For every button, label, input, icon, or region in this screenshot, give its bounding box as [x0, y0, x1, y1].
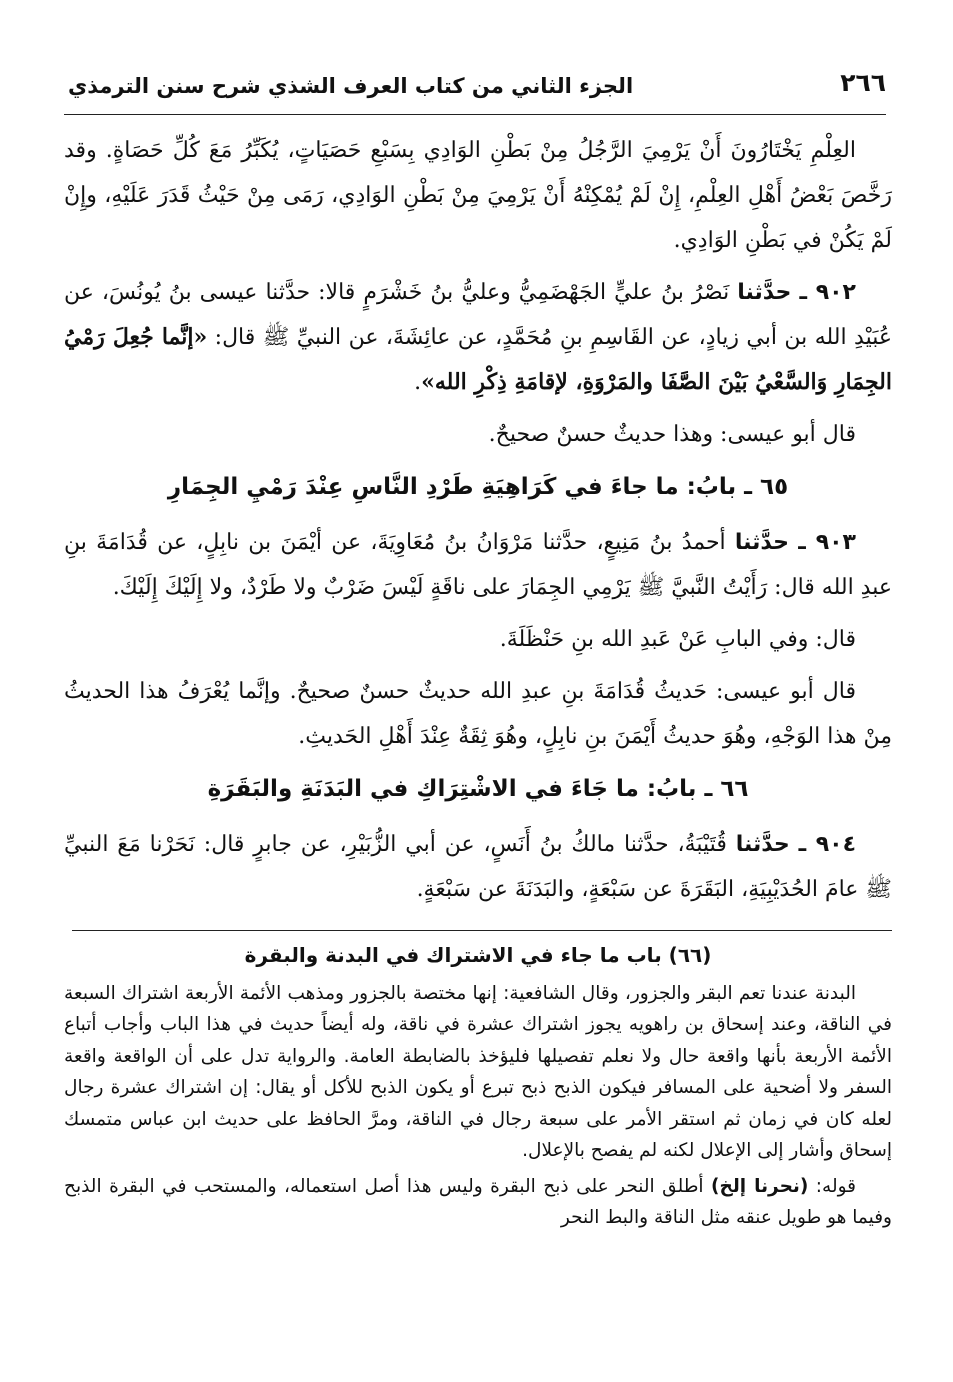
hadith-number: ٩٠٢ ـ — [799, 280, 856, 305]
chapter-heading-65: ٦٥ ـ بابُ: ما جاءَ في كَرَاهِيَةِ طَرْدِ النَّاسِ عِنْدَ رَمْيِ الجِمَارِ — [167, 474, 789, 500]
chapter-heading-66: ٦٦ ـ بابُ: ما جَاءَ في الاشْتِرَاكِ في البَدَنَةِ والبَقَرَةِ — [207, 776, 749, 802]
hadith-text: أحمدُ بنُ مَنِيعٍ، حدَّثنا مَرْوَانُ بنُ مُعَاوِيَةَ، عن أيْمَنَ بن نابِلٍ، عن قُدَامَةَ بنِ عبدِ الله قال: رَأَيْتُ النَّبيَّ ﷺ يَرْمِي الجِمَارَ على ناقَةٍ لَيْسَ ضَرْبٌ ولا طَرْدٌ، ولا إِلَيْكَ إِلَيْكَ. — [64, 530, 892, 600]
hadith-number: ٩٠٣ ـ — [798, 530, 856, 555]
hadith-903-comment: قال أبو عيسى: حَديثُ قُدَامَةَ بنِ عبدِ الله حديثٌ حسنٌ صحيحٌ. وإنَّما يُعْرَفُ هذا الحديثُ مِنْ هذا الوَجْهِ، وهُوَ حديثُ أَيْمَنَ بنِ نابِلٍ، وهُوَ ثِقَةٌ عِنْدَ أَهْلِ الحَديثِ. — [64, 679, 892, 749]
notes-prefix: قوله: — [808, 1175, 856, 1197]
page-number: ٢٦٦ — [840, 68, 886, 97]
hadith-lead: حدَّثنا — [734, 530, 789, 555]
hadith-text: قُتَيْبَةُ، حدَّثنا مالكُ بنُ أَنَسٍ، عن أبي الزُّبَيْرِ، عن جابرٍ قال: نَحَرْنا مَعَ النبيِّ ﷺ عامَ الحُدَيْبِيَةِ، البَقَرَةَ عن سَبْعَةٍ، والبَدَنَةَ عن سَبْعَةٍ. — [64, 832, 892, 902]
main-text — [64, 128, 892, 919]
notes-heading: (٦٦) باب ما جاء في الاشتراك في البدنة والبقرة — [244, 943, 712, 967]
hadith-904 — [64, 822, 892, 912]
hadith-903-bab: قال: وفي البابِ عَنْ عَبدِ الله بنِ حَنْظَلَةَ. — [499, 627, 856, 652]
hadith-902 — [64, 270, 892, 405]
footnote-divider — [72, 930, 892, 931]
hadith-matn: «إنَّما جُعِلَ رَمْيُ الجِمَارِ وَالسَّعْيُ بَيْنَ الصَّفَا والمَرْوَةِ، لإقامَةِ ذِكْرِ الله» — [64, 324, 892, 395]
hadith-end: . — [414, 370, 422, 395]
hadith-lead: حدَّثنا — [737, 280, 792, 305]
running-title: الجزء الثاني من كتاب العرف الشذي شرح سنن الترمذي — [68, 74, 634, 98]
notes-paragraph-2 — [64, 1171, 892, 1234]
notes-text: أطلق النحر على ذبح البقرة وليس هذا أصل استعماله، والمستحب في البقرة الذبح وفيما هو طويل عنقه مثل الناقة والبط النحر — [64, 1175, 892, 1228]
notes-paragraph-1: البدنة عندنا تعم البقر والجزور، وقال الشافعية: إنها مختصة بالجزور ومذهب الأئمة الأربعة اشتراك السبعة في الناقة، وعند إسحاق بن راهويه يجوز اشتراك عشرة في ناقة، وله أيضاً حديث في هذا الباب وأجاب أتباع الأئمة الأربعة بأنها واقعة حال ولا نعلم تفصيلها فليؤخذ بالضابطة العامة. والرواية تدل على أن الواقعة واقعة السفر ولا أضحية على المسافر فيكون الذبح ذبح تبرع أو يكون الذبح للأكل أو يقال: إن اشتراك عشرة رجال لعله كان في زمان ثم استقر الأمر على سبعة رجال في الناقة، ومرَّ الحافظ على حديث ابن عباس متمسك إسحاق وأشار إلى الإعلال لكنه لم يفصح بالإعلال. — [64, 982, 892, 1161]
hadith-lead: حدَّثنا — [735, 832, 790, 857]
page-header — [64, 62, 886, 115]
hadith-isnad: نَصْرُ بنُ عليٍّ الجَهْضَمِيُّ وعليُّ بنُ خَشْرَمٍ قالا: حدَّثنا عيسى بنُ يُونُسَ، عن عُبَيْدِ الله بن أبي زيادٍ، عن القَاسِمِ بنِ مُحَمَّدٍ، عن عائِشَةَ، عن النبيِّ ﷺ قال: — [64, 280, 892, 350]
hadith-903 — [64, 520, 892, 610]
hadith-902-comment: قال أبو عيسى: وهذا حديثٌ حسنٌ صحيحٌ. — [488, 422, 856, 447]
continuation-paragraph: العِلْمِ يَخْتَارُونَ أَنْ يَرْمِيَ الرَّجُلُ مِنْ بَطْنِ الوَادِي بِسَبْعِ حَصَيَاتٍ، يُكَبِّرُ مَعَ كُلِّ حَصَاةٍ. وقد رَخَّصَ بَعْضُ أَهْلِ العِلْمِ، إِنْ لَمْ يُمْكِنْهُ أَنْ يَرْمِيَ مِنْ بَطْنِ الوَادِي، رَمَى مِنْ حَيْثُ قَدَرَ عَلَيْهِ، وإِنْ لَمْ يَكُنْ في بَطْنِ الوَادِي. — [64, 138, 892, 253]
hadith-number: ٩٠٤ ـ — [798, 832, 857, 857]
notes-quote: (نحرنا إلخ) — [711, 1175, 809, 1197]
commentary-notes — [64, 940, 892, 1238]
